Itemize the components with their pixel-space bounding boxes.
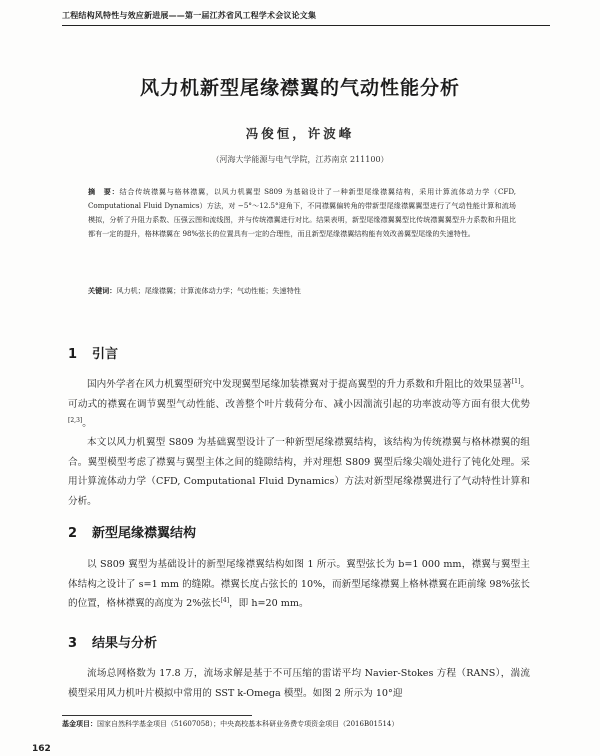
section-number: 2 — [68, 526, 78, 541]
page-number: 162 — [32, 744, 51, 754]
section-heading-flap-structure — [68, 522, 196, 541]
keywords — [88, 286, 516, 296]
section-heading-introduction — [68, 343, 118, 362]
paragraph-text: 。 — [82, 418, 92, 429]
paragraph-text: 以 S809 翼型为基础设计的新型尾缘襟翼结构如图 1 所示。翼型弦长为 b=1 000 mm，襟翼与翼型主体结构之设计了 s=1 mm 的缝隙。襟翼长度占弦长的 10%，而新型尾缘襟翼上格林襟翼在距前缘 98%弦长的位置，格林襟翼的高度为 2%弦长 — [68, 559, 530, 609]
paragraph-text: 流场总网格数为 17.8 万，流场求解是基于不可压缩的雷诺平均 Navier-Stokes 方程（RANS），湍流模型采用风力机叶片模拟中常用的 SST k-Omega 模型。如图 2 所示为 10°迎 — [68, 668, 530, 699]
footnote-divider — [62, 715, 252, 716]
paragraph-text: 本文以风力机翼型 S809 为基础翼型设计了一种新型尾缘襟翼结构，该结构为传统襟翼与格林襟翼的组合。翼型模型考虑了襟翼与翼型主体之间的缝隙结构，并对理想 S809 翼型后缘尖端处进行了钝化处理。采用计算流体动力学（CFD, Computational Fluid Dynamics）方法对新型尾缘襟翼进行了气动特性计算和分析。 — [68, 437, 530, 507]
section-title: 结果与分析 — [92, 636, 158, 651]
section-number: 1 — [68, 347, 78, 362]
paper-title: 风力机新型尾缘襟翼的气动性能分析 — [139, 77, 460, 99]
section-title: 引言 — [92, 347, 119, 362]
paragraph-text: 。可动式的襟翼在调节翼型气动性能、改善整个叶片载荷分布、减小因湍流引起的功率波动等方面有很大优势 — [68, 379, 530, 410]
abstract-text: 结合传统襟翼与格林襟翼，以风力机翼型 S809 为基础设计了一种新型尾缘襟翼结构，采用计算流体动力学（CFD, Computational Fluid Dynamics）方法，对 −5°～12.5°迎角下，不同襟翼偏转角的带新型尾缘襟翼翼型进行了气动性能计算和流场模拟，分析了升阻力系数、压强云图和流线图，并与传统襟翼进行对比。结果表明，新型尾缘襟翼翼型比传统襟翼翼型升力系数和升阻比都有一定的提升，格林襟翼在 98%弦长的位置具有一定的合理性，而且新型尾缘襟翼结构能有效改善翼型尾缘的失速特性。 — [88, 187, 517, 238]
funding-footnote — [62, 719, 542, 729]
paragraph — [68, 375, 530, 434]
keywords-label: 关键词： — [88, 286, 117, 295]
paragraph-text: 国内外学者在风力机翼型研究中发现翼型尾缘加装襟翼对于提高翼型的升力系数和升阻比的效果显著 — [87, 379, 512, 390]
footnote-text: 国家自然科学基金项目（51607058）；中央高校基本科研业务费专项资金项目（2016B01514） — [97, 720, 399, 728]
paragraph — [68, 555, 530, 614]
section-title: 新型尾缘襟翼结构 — [92, 526, 197, 541]
authors: 冯俊恒，许波峰 — [245, 126, 355, 141]
citation: [1] — [511, 377, 521, 385]
paragraph — [68, 433, 530, 511]
paragraph — [68, 664, 530, 703]
running-header: 工程结构风特性与效应新进展——第一届江苏省风工程学术会议论文集 — [62, 10, 550, 26]
abstract-label: 摘 要： — [88, 187, 120, 196]
abstract — [88, 185, 516, 241]
section-number: 3 — [68, 636, 78, 651]
citation: [2,3] — [68, 416, 83, 424]
affiliation: （河海大学能源与电气学院，江苏南京 211100） — [211, 155, 389, 164]
footnote-label: 基金项目： — [62, 720, 97, 728]
section-heading-results — [68, 632, 157, 651]
citation: [4] — [220, 596, 230, 604]
paragraph-text: ，即 h=20 mm。 — [229, 598, 309, 609]
keywords-text: 风力机；尾缘襟翼；计算流体动力学；气动性能；失速特性 — [116, 286, 301, 295]
